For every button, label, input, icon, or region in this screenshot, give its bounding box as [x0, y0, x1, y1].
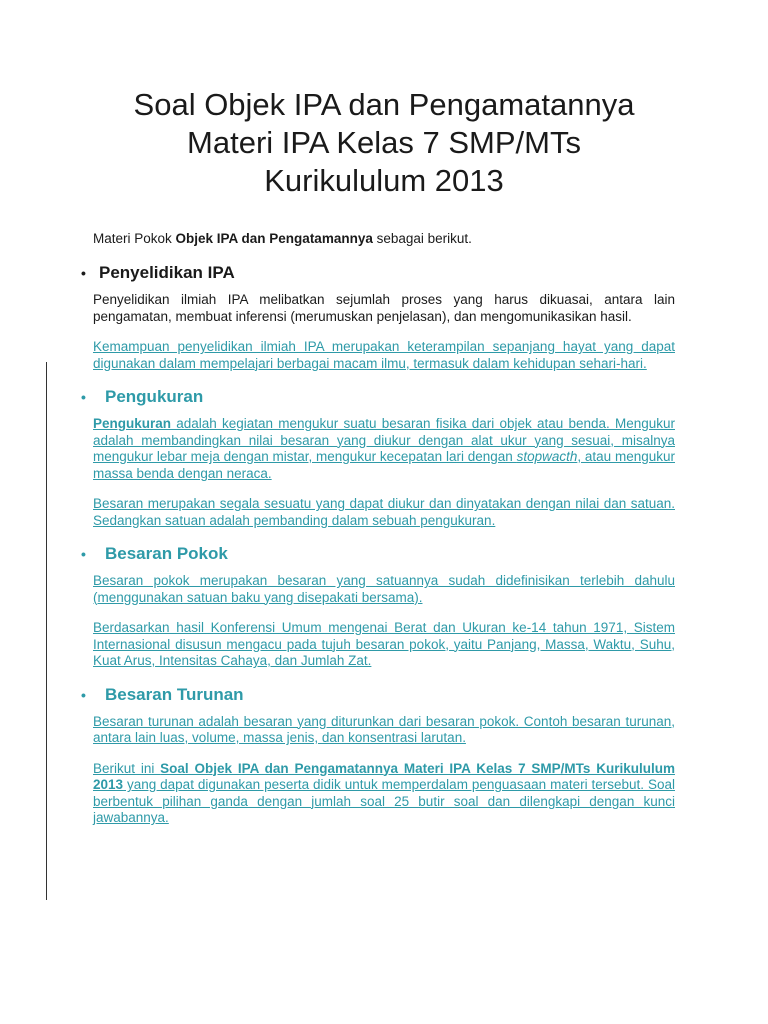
- document-body: [81, 230, 675, 841]
- besaran-pokok-paragraph-2[interactable]: Berdasarkan hasil Konferensi Umum mengenai Berat dan Ukuran ke-14 tahun 1971, Sistem Internasional disusun mengacu pada tujuh besaran pokok, yaitu Panjang, Massa, Waktu, Suhu, Kuat Arus, Intensitas Cahaya, dan Jumlah Zat.: [93, 620, 675, 668]
- heading-label: Penyelidikan IPA: [99, 263, 235, 282]
- title-line-2: Materi IPA Kelas 7 SMP/MTs: [187, 125, 581, 160]
- heading-label[interactable]: Besaran Pokok: [105, 544, 228, 563]
- intro-bold: Objek IPA dan Pengatamannya: [175, 231, 373, 246]
- pengukuran-paragraph-1[interactable]: [93, 416, 675, 482]
- bullet-icon: •: [81, 389, 86, 405]
- intro-paragraph: [93, 230, 675, 248]
- heading-pengukuran[interactable]: [81, 386, 675, 408]
- intro-prefix: Materi Pokok: [93, 231, 176, 246]
- margin-line: [46, 362, 47, 900]
- besaran-turunan-paragraph-2[interactable]: [93, 761, 675, 827]
- title-line-3: Kurikululum 2013: [264, 163, 504, 198]
- besaran-pokok-paragraph-1[interactable]: Besaran pokok merupakan besaran yang satuannya sudah didefinisikan terlebih dahulu (menggunakan satuan baku yang disepakati bersama).: [93, 573, 675, 605]
- bullet-icon: •: [81, 546, 86, 562]
- penyelidikan-paragraph-2[interactable]: Kemampuan penyelidikan ilmiah IPA merupakan keterampilan sepanjang hayat yang dapat digunakan dalam mempelajari berbagai macam ilmu, termasuk dalam kehidupan sehari-hari.: [93, 339, 675, 371]
- heading-label[interactable]: Besaran Turunan: [105, 684, 244, 704]
- heading-penyelidikan-ipa: [81, 262, 675, 284]
- penyelidikan-paragraph-1: Penyelidikan ilmiah IPA melibatkan sejumlah proses yang harus dikuasai, antara lain pengamatan, membuat inferensi (merumuskan penjelasan), dan mengomunikasikan hasil.: [93, 292, 675, 324]
- bullet-icon: •: [81, 686, 86, 703]
- pengukuran-paragraph-2[interactable]: Besaran merupakan segala sesuatu yang dapat diukur dan dinyatakan dengan nilai dan satuan. Sedangkan satuan adalah pembanding dalam sebuah pengukuran.: [93, 496, 675, 528]
- bullet-icon: •: [81, 265, 86, 281]
- pengukuran-text-b[interactable]: , atau mengukur massa benda dengan neraca.: [93, 449, 675, 481]
- pengukuran-text-a[interactable]: adalah kegiatan mengukur suatu besaran fisika dari objek atau benda. Mengukur adalah membandingkan nilai besaran yang diukur dengan alat ukur yang sesuai, misalnya mengukur lebar meja dengan mistar, mengukur kecepatan lari dengan: [93, 416, 675, 464]
- turunan-text-a[interactable]: Berikut ini: [93, 760, 161, 776]
- heading-besaran-pokok[interactable]: [81, 543, 675, 565]
- turunan-bold-title[interactable]: Soal Objek IPA dan Pengamatannya Materi IPA Kelas 7 SMP/MTs Kurikululum 2013: [93, 760, 675, 792]
- pengukuran-term[interactable]: Pengukuran: [93, 416, 172, 431]
- besaran-turunan-paragraph-1[interactable]: Besaran turunan adalah besaran yang diturunkan dari besaran pokok. Contoh besaran turunan, antara lain luas, volume, massa jenis, dan konsentrasi larutan.: [93, 713, 675, 745]
- intro-suffix: sebagai berikut.: [372, 231, 472, 246]
- document-title: [60, 86, 708, 200]
- heading-besaran-turunan[interactable]: [81, 684, 675, 706]
- pengukuran-italic[interactable]: stopwacth: [516, 449, 578, 464]
- heading-label[interactable]: Pengukuran: [105, 387, 204, 406]
- turunan-text-b[interactable]: yang dapat digunakan peserta didik untuk memperdalam penguasaan materi tersebut. Soal berbentuk pilihan ganda dengan jumlah soal 25 butir soal dan dilengkapi dengan kunci jawabannya.: [93, 777, 675, 825]
- title-line-1: Soal Objek IPA dan Pengamatannya: [133, 87, 635, 122]
